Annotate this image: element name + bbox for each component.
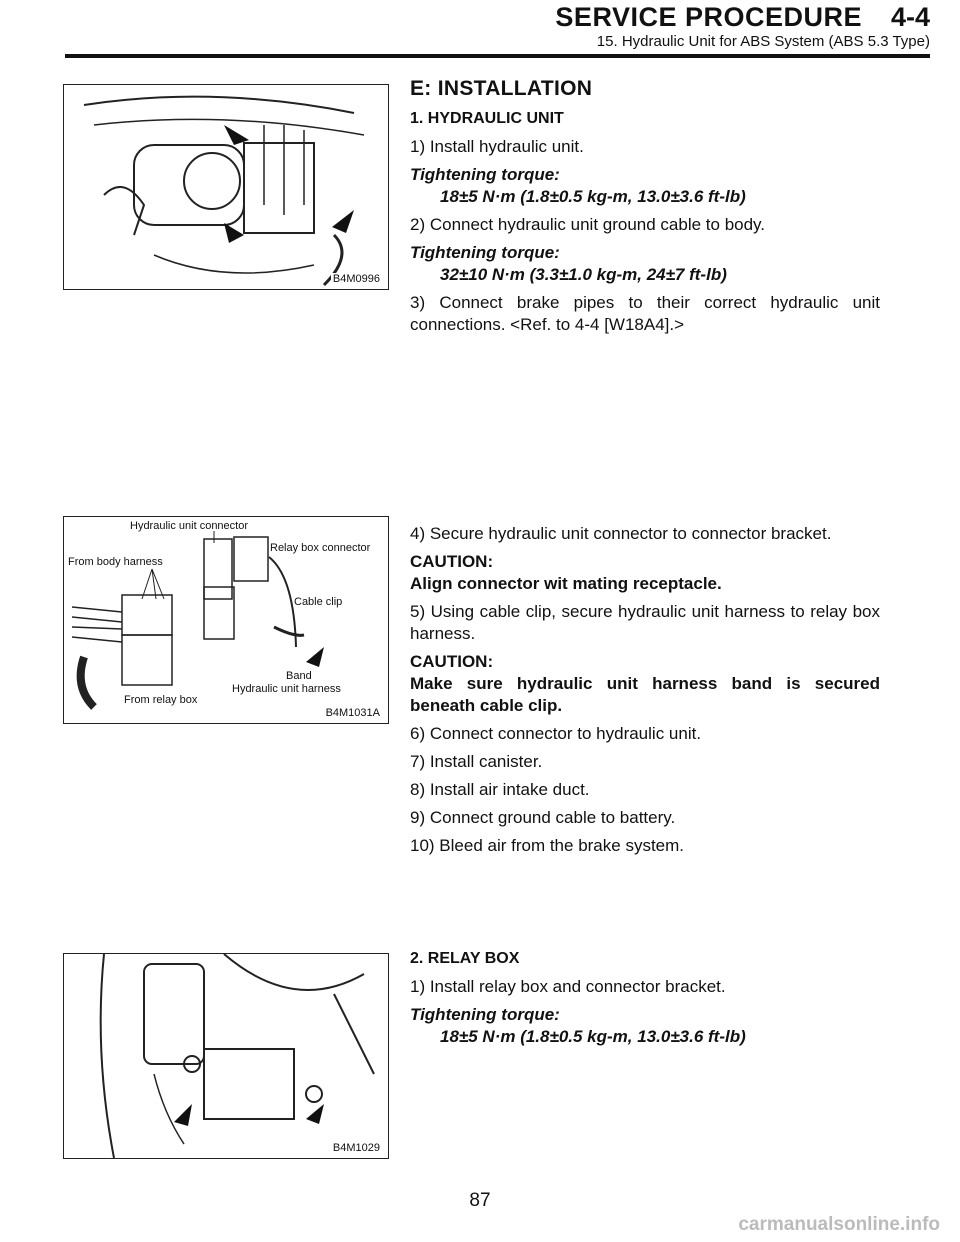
arrow-icon <box>332 210 354 233</box>
step: 7) Install canister. <box>410 752 543 771</box>
figure-id: B4M0996 <box>332 273 380 285</box>
torque-label: Tightening torque: <box>410 243 560 262</box>
page-number: 87 <box>469 1190 491 1211</box>
relay-box-section <box>410 948 880 1054</box>
label-cable-clip: Cable clip <box>294 596 343 608</box>
step: 2) Connect hydraulic unit ground cable to body. <box>410 215 766 234</box>
label-band: Band <box>286 670 312 682</box>
figure-connector-diagram <box>63 516 389 724</box>
label-relay-box-connector: Relay box connector <box>270 542 371 554</box>
step: 5) Using cable clip, secure hydraulic unit harness to relay box harness. <box>410 602 880 643</box>
torque-value: 18±5 N·m (1.8±0.5 kg-m, 13.0±3.6 ft-lb) <box>440 1027 746 1046</box>
caution-text: Align connector wit mating receptacle. <box>410 574 722 593</box>
watermark: carmanualsonline.info <box>738 1214 940 1235</box>
step: 9) Connect ground cable to battery. <box>410 808 676 827</box>
header-title: SERVICE PROCEDURE <box>555 2 862 32</box>
label-hydraulic-unit-harness: Hydraulic unit harness <box>232 683 341 695</box>
torque-label: Tightening torque: <box>410 165 560 184</box>
hydraulic-unit-illustration <box>64 85 388 289</box>
arrow-icon <box>306 1104 324 1124</box>
label-from-body-harness: From body harness <box>68 556 163 568</box>
figure-id: B4M1029 <box>332 1142 380 1154</box>
caution-label: CAUTION: <box>410 552 494 571</box>
step: 8) Install air intake duct. <box>410 780 590 799</box>
figure-id: B4M1031A <box>325 707 380 719</box>
arrow-icon <box>306 647 324 667</box>
step: 4) Secure hydraulic unit connector to connector bracket. <box>410 524 832 543</box>
torque-value: 32±10 N·m (3.3±1.0 kg-m, 24±7 ft-lb) <box>440 265 727 284</box>
step: 1) Install relay box and connector bracket. <box>410 977 726 996</box>
figure-hydraulic-unit <box>63 84 389 290</box>
step: 3) Connect brake pipes to their correct hydraulic unit connections. <Ref. to 4-4 [W18A4].> <box>410 293 880 334</box>
connector-diagram <box>64 517 388 723</box>
torque-value: 18±5 N·m (1.8±0.5 kg-m, 13.0±3.6 ft-lb) <box>440 187 746 206</box>
relay-box-illustration <box>64 954 388 1158</box>
arrow-icon <box>174 1104 192 1126</box>
header-subtitle: 15. Hydraulic Unit for ABS System (ABS 5.3 Type) <box>596 33 930 50</box>
step: 1) Install hydraulic unit. <box>410 137 584 156</box>
section-heading: E: INSTALLATION <box>410 77 593 100</box>
step: 10) Bleed air from the brake system. <box>410 836 685 855</box>
caution-label: CAUTION: <box>410 652 494 671</box>
subsection-heading: 1. HYDRAULIC UNIT <box>410 110 564 127</box>
label-from-relay-box: From relay box <box>124 694 198 706</box>
connector-steps <box>410 523 880 863</box>
caution-text: Make sure hydraulic unit harness band is secured beneath cable clip. <box>410 674 880 715</box>
torque-label: Tightening torque: <box>410 1005 560 1024</box>
section-number: 4-4 <box>890 2 930 32</box>
subsection-heading: 2. RELAY BOX <box>410 950 520 967</box>
arrow-icon <box>224 223 244 243</box>
figure-relay-box <box>63 953 389 1159</box>
step: 6) Connect connector to hydraulic unit. <box>410 724 702 743</box>
label-hydraulic-unit-connector: Hydraulic unit connector <box>130 520 249 532</box>
header-rule <box>65 54 930 58</box>
installation-section <box>410 78 880 342</box>
